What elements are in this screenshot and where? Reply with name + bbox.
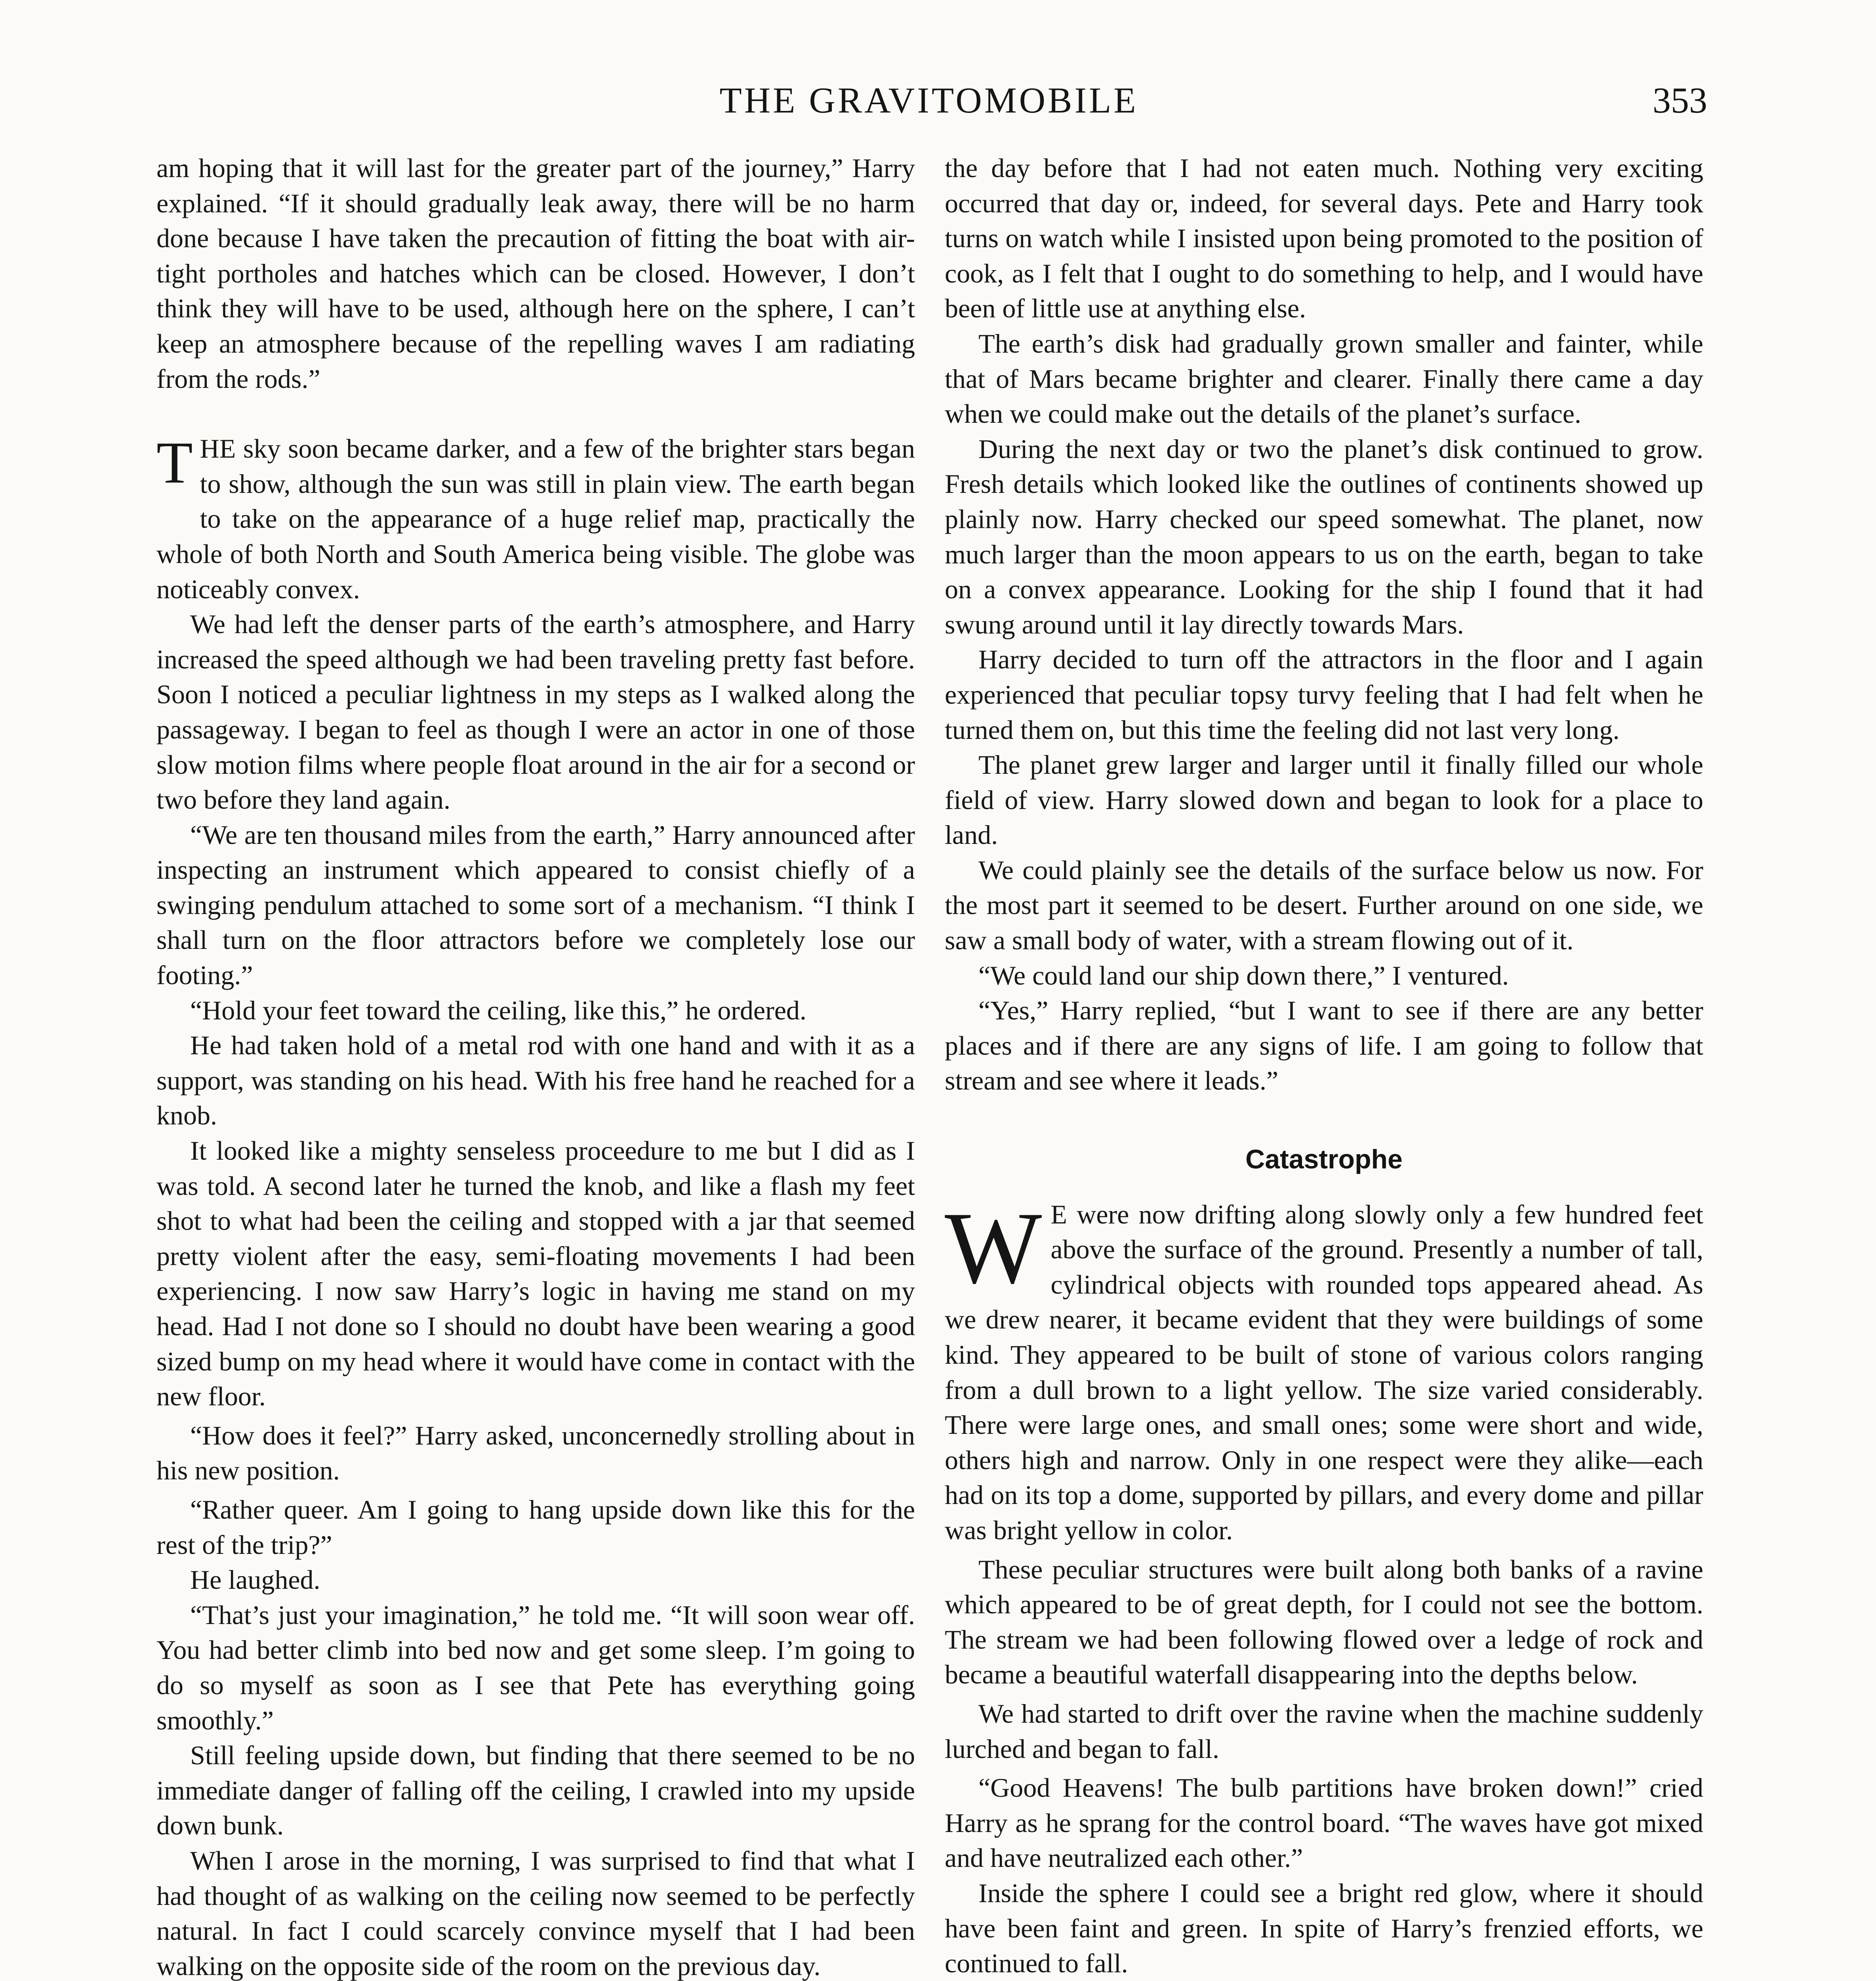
paragraph: “That’s just your imagination,” he told me. “It will soon wear off. You had better climb into bed now and get some sleep. I’m going to do so myself as soon as I see that Pete has everything going smoothly.” (156, 1599, 915, 1735)
paragraph: We had started to drift over the ravine when the machine suddenly lurched and began to fall. (945, 1698, 1703, 1764)
right-column (945, 151, 1703, 1981)
paragraph: “We are ten thousand miles from the earth,” Harry announced after inspecting an instrument which appeared to consist chiefly of a swinging pendulum attached to some sort of a mechanism. “I think I shall turn on the floor attractors before we completely lose our footing.” (156, 819, 915, 990)
paragraph: am hoping that it will last for the greater part of the journey,” Harry explained. “If it should gradually leak away, there will be no harm done because I have taken the precaution of fitting the boat with air-tight portholes and hatches which can be closed. However, I don’t think they will have to be used, although here on the sphere, I can’t keep an atmosphere because of the repelling waves I am radiating from the rods.” (156, 153, 915, 394)
paragraph-with-drop-cap (156, 431, 915, 607)
paragraph-text: E were now drifting along slowly only a few hundred feet above the surface of the ground. Presently a number of tall, cylindrical objects with rounded tops appeared ahead. As we drew nearer, it became evident that they were buildings of some kind. They appeared to be built of stone of various colors ranging from a dull brown to a light yellow. The size varied considerably. There were large ones, and small ones; some were short and wide, others high and narrow. Only in one respect were they alike—each had on its top a dome, supported by pillars, and every dome and pillar was bright yellow in color. (945, 1199, 1703, 1545)
page-number: 353 (1653, 80, 1707, 120)
paragraph: “How does it feel?” Harry asked, unconcernedly strolling about in his new position. (156, 1420, 915, 1486)
paragraph: He had taken hold of a metal rod with one hand and with it as a support, was standing on his head. With his free hand he reached for a knob. (156, 1030, 915, 1131)
paragraph: The planet grew larger and larger until it finally filled our whole field of view. Harry slowed down and began to look for a place to land. (945, 750, 1703, 850)
paragraph-text: HE sky soon became darker, and a few of the brighter stars began to show, although the sun was still in plain view. The earth began to take on the appearance of a huge relief map, practically the whole of both North and South America being visible. The globe was noticeably convex. (156, 433, 915, 604)
paragraph: “Rather queer. Am I going to hang upside down like this for the rest of the trip?” (156, 1494, 915, 1560)
paragraph: “We could land our ship down there,” I ventured. (978, 960, 1509, 990)
paragraph: It looked like a mighty senseless proceedure to me but I did as I was told. A second later he turned the knob, and like a flash my feet shot to what had been the ceiling and stopped with a jar that seemed pretty violent after the easy, semi-floating movements I had been experiencing. I now saw Harry’s logic in having me stand on my head. Had I not done so I should no doubt have been wearing a good sized bump on my head where it would have come in contact with the new floor. (156, 1136, 915, 1412)
paragraph: He laughed. (190, 1565, 320, 1595)
section-heading: Catastrophe (1245, 1144, 1403, 1175)
paragraph: During the next day or two the planet’s disk continued to grow. Fresh details which looked like the outlines of continents showed up plainly now. Harry checked our speed somewhat. The planet, now much larger than the moon appears to us on the earth, began to take on a convex appearance. Looking for the ship I found that it had swung around until it lay directly towards Mars. (945, 433, 1703, 639)
paragraph: “Good Heavens! The bulb partitions have broken down!” cried Harry as he sprang for the control board. “The waves have got mixed and have neutralized each other.” (945, 1773, 1703, 1873)
paragraph-with-drop-cap (945, 1191, 1703, 1548)
paragraph: “Yes,” Harry replied, “but I want to see if there are any better places and if there are any signs of life. I am going to follow that stream and see where it leads.” (945, 995, 1703, 1096)
paragraph: The earth’s disk had gradually grown smaller and fainter, while that of Mars became brighter and clearer. Finally there came a day when we could make out the details of the planet’s surface. (945, 328, 1703, 429)
running-head (151, 79, 1707, 139)
paragraph: Inside the sphere I could see a bright red glow, where it should have been faint and green. In spite of Harry’s frenzied efforts, we continued to fall. (945, 1878, 1703, 1979)
story-title: THE GRAVITOMOBILE (719, 80, 1138, 120)
drop-cap-letter: T (156, 430, 193, 496)
paragraph: “Hold your feet toward the ceiling, like this,” he ordered. (190, 995, 806, 1025)
paragraph: the day before that I had not eaten much. Nothing very exciting occurred that day or, indeed, for several days. Pete and Harry took turns on watch while I insisted upon being promoted to the position of cook, as I felt that I ought to do something to help, and I would have been of little use at anything else. (945, 153, 1703, 324)
paragraph: We had left the denser parts of the earth’s atmosphere, and Harry increased the speed although we had been traveling pretty fast before. Soon I noticed a peculiar lightness in my steps as I walked along the passageway. I began to feel as though I were an actor in one of those slow motion films where people float around in the air for a second or two before they land again. (156, 609, 915, 815)
paragraph: These peculiar structures were built along both banks of a ravine which appeared to be of great depth, for I could not see the bottom. The stream we had been following flowed over a ledge of rock and became a beautiful waterfall disappearing into the depths below. (945, 1554, 1703, 1690)
drop-cap-letter: W (945, 1191, 1042, 1305)
left-column (156, 151, 915, 1981)
paragraph: We could plainly see the details of the surface below us now. For the most part it seemed to be desert. Further around on one side, we saw a small body of water, with a stream flowing out of it. (945, 855, 1703, 956)
paragraph: Harry decided to turn off the attractors in the floor and I again experienced that peculiar topsy turvy feeling that I had felt when he turned them on, but this time the feeling did not last very long. (945, 644, 1703, 745)
paragraph: Still feeling upside down, but finding that there seemed to be no immediate danger of falling off the ceiling, I crawled into my upside down bunk. (156, 1740, 915, 1841)
paragraph: When I arose in the morning, I was surprised to find that what I had thought of as walking on the ceiling now seemed to be perfectly natural. In fact I could scarcely convince myself that I had been walking on the opposite side of the room on the previous day. (156, 1845, 915, 1981)
